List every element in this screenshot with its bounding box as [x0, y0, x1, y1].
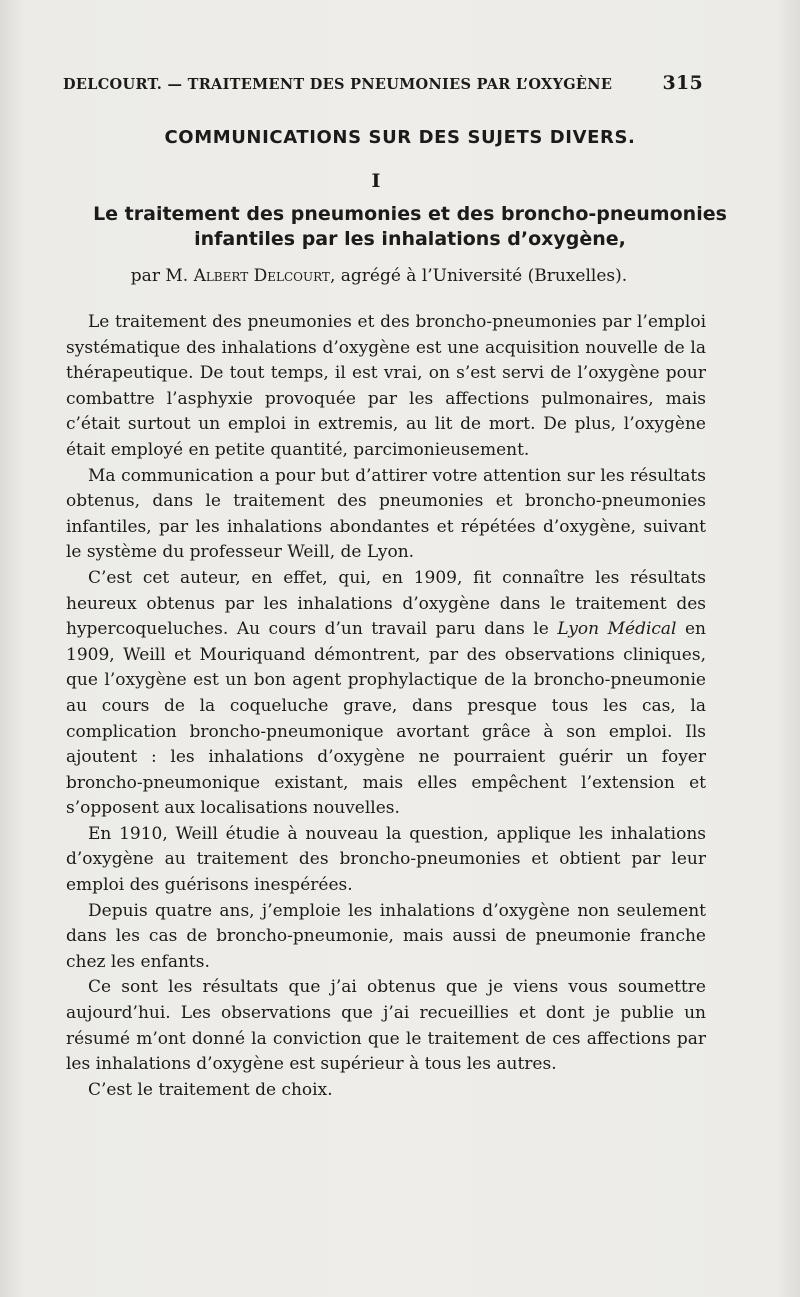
article-body — [66, 310, 706, 1103]
roman-numeral: I — [371, 170, 381, 192]
byline-affiliation: , agrégé à l’Université (Bruxelles). — [329, 266, 628, 286]
paragraph: Ce sont les résultats que j’ai obtenus que je viens vous soumettre aujourd’hui. Les observations que j’ai recueillies et dont je publie un résumé m’ont donné la conviction que le traitement de ces affections par les inhalations d’oxygène est supérieur à tous les autres. — [66, 977, 706, 1075]
paragraph: Ma communication a pour but d’attirer votre attention sur les résultats obtenus, dans le traitement des pneumonies et broncho-pneumonies infantiles, par les inhalations abondantes et répétées d’oxygène, suivant le système du professeur Weill, de Lyon. — [66, 465, 706, 563]
paragraph-text: C’est cet auteur, en effet, qui, en 1909, fit connaître les résultats heureux obtenus par les inhalations d’oxygène dans le traitement des hypercoqueluches. Au cours d’un travail paru dans le — [66, 567, 706, 640]
paragraph — [66, 566, 706, 822]
paragraph: Depuis quatre ans, j’emploie les inhalations d’oxygène non seulement dans les cas de broncho-pneumonie, mais aussi de pneumonie franche chez les enfants. — [66, 900, 706, 972]
byline-prefix: par M. — [130, 266, 189, 286]
paragraph: C’est le traitement de choix. — [88, 1079, 333, 1100]
page-number: 315 — [662, 72, 703, 94]
running-title: DELCOURT. — TRAITEMENT DES PNEUMONIES PAR L’OXYGÈNE — [63, 76, 613, 93]
paragraph: En 1910, Weill étudie à nouveau la question, applique les inhalations d’oxygène au traitement des broncho-pneumonies et obtient par leur emploi des guérisons inespérées. — [66, 823, 706, 896]
author-name: Albert Delcourt — [193, 266, 330, 286]
journal-title: Lyon Médical — [557, 619, 677, 640]
paragraph-text: en 1909, Weill et Mouriquand démontrent, par des observations cliniques, que l’oxygène est un bon agent prophylactique de la broncho-pneumonie au cours de la coqueluche grave, dans presque tous les cas, la complication broncho-pneumonique avortant grâce à son emploi. Ils ajoutent : les inhalations d’oxygène ne pourraient guérir un foyer broncho-pneumonique existant, mais elles empêchent l’extension et s’opposent aux localisations nouvelles. — [66, 619, 706, 819]
byline — [0, 266, 758, 286]
article-title-line-1: Le traitement des pneumonies et des broncho-pneumonies — [93, 203, 727, 225]
paragraph: Le traitement des pneumonies et des broncho-pneumonies par l’emploi systématique des inhalations d’oxygène est une acquisition nouvelle de la thérapeutique. De tout temps, il est vrai, on s’est servi de l’oxygène pour combattre l’asphyxie provoquée par les affections pulmonaires, mais c’était surtout un emploi in extremis, au lit de mort. De plus, l’oxygène était employé en petite quantité, parcimonieusement. — [66, 312, 706, 460]
section-title: COMMUNICATIONS SUR DES SUJETS DIVERS. — [164, 127, 636, 148]
article-title — [60, 202, 760, 252]
running-header — [63, 72, 703, 94]
article-title-line-2: infantiles par les inhalations d’oxygène, — [194, 228, 626, 250]
